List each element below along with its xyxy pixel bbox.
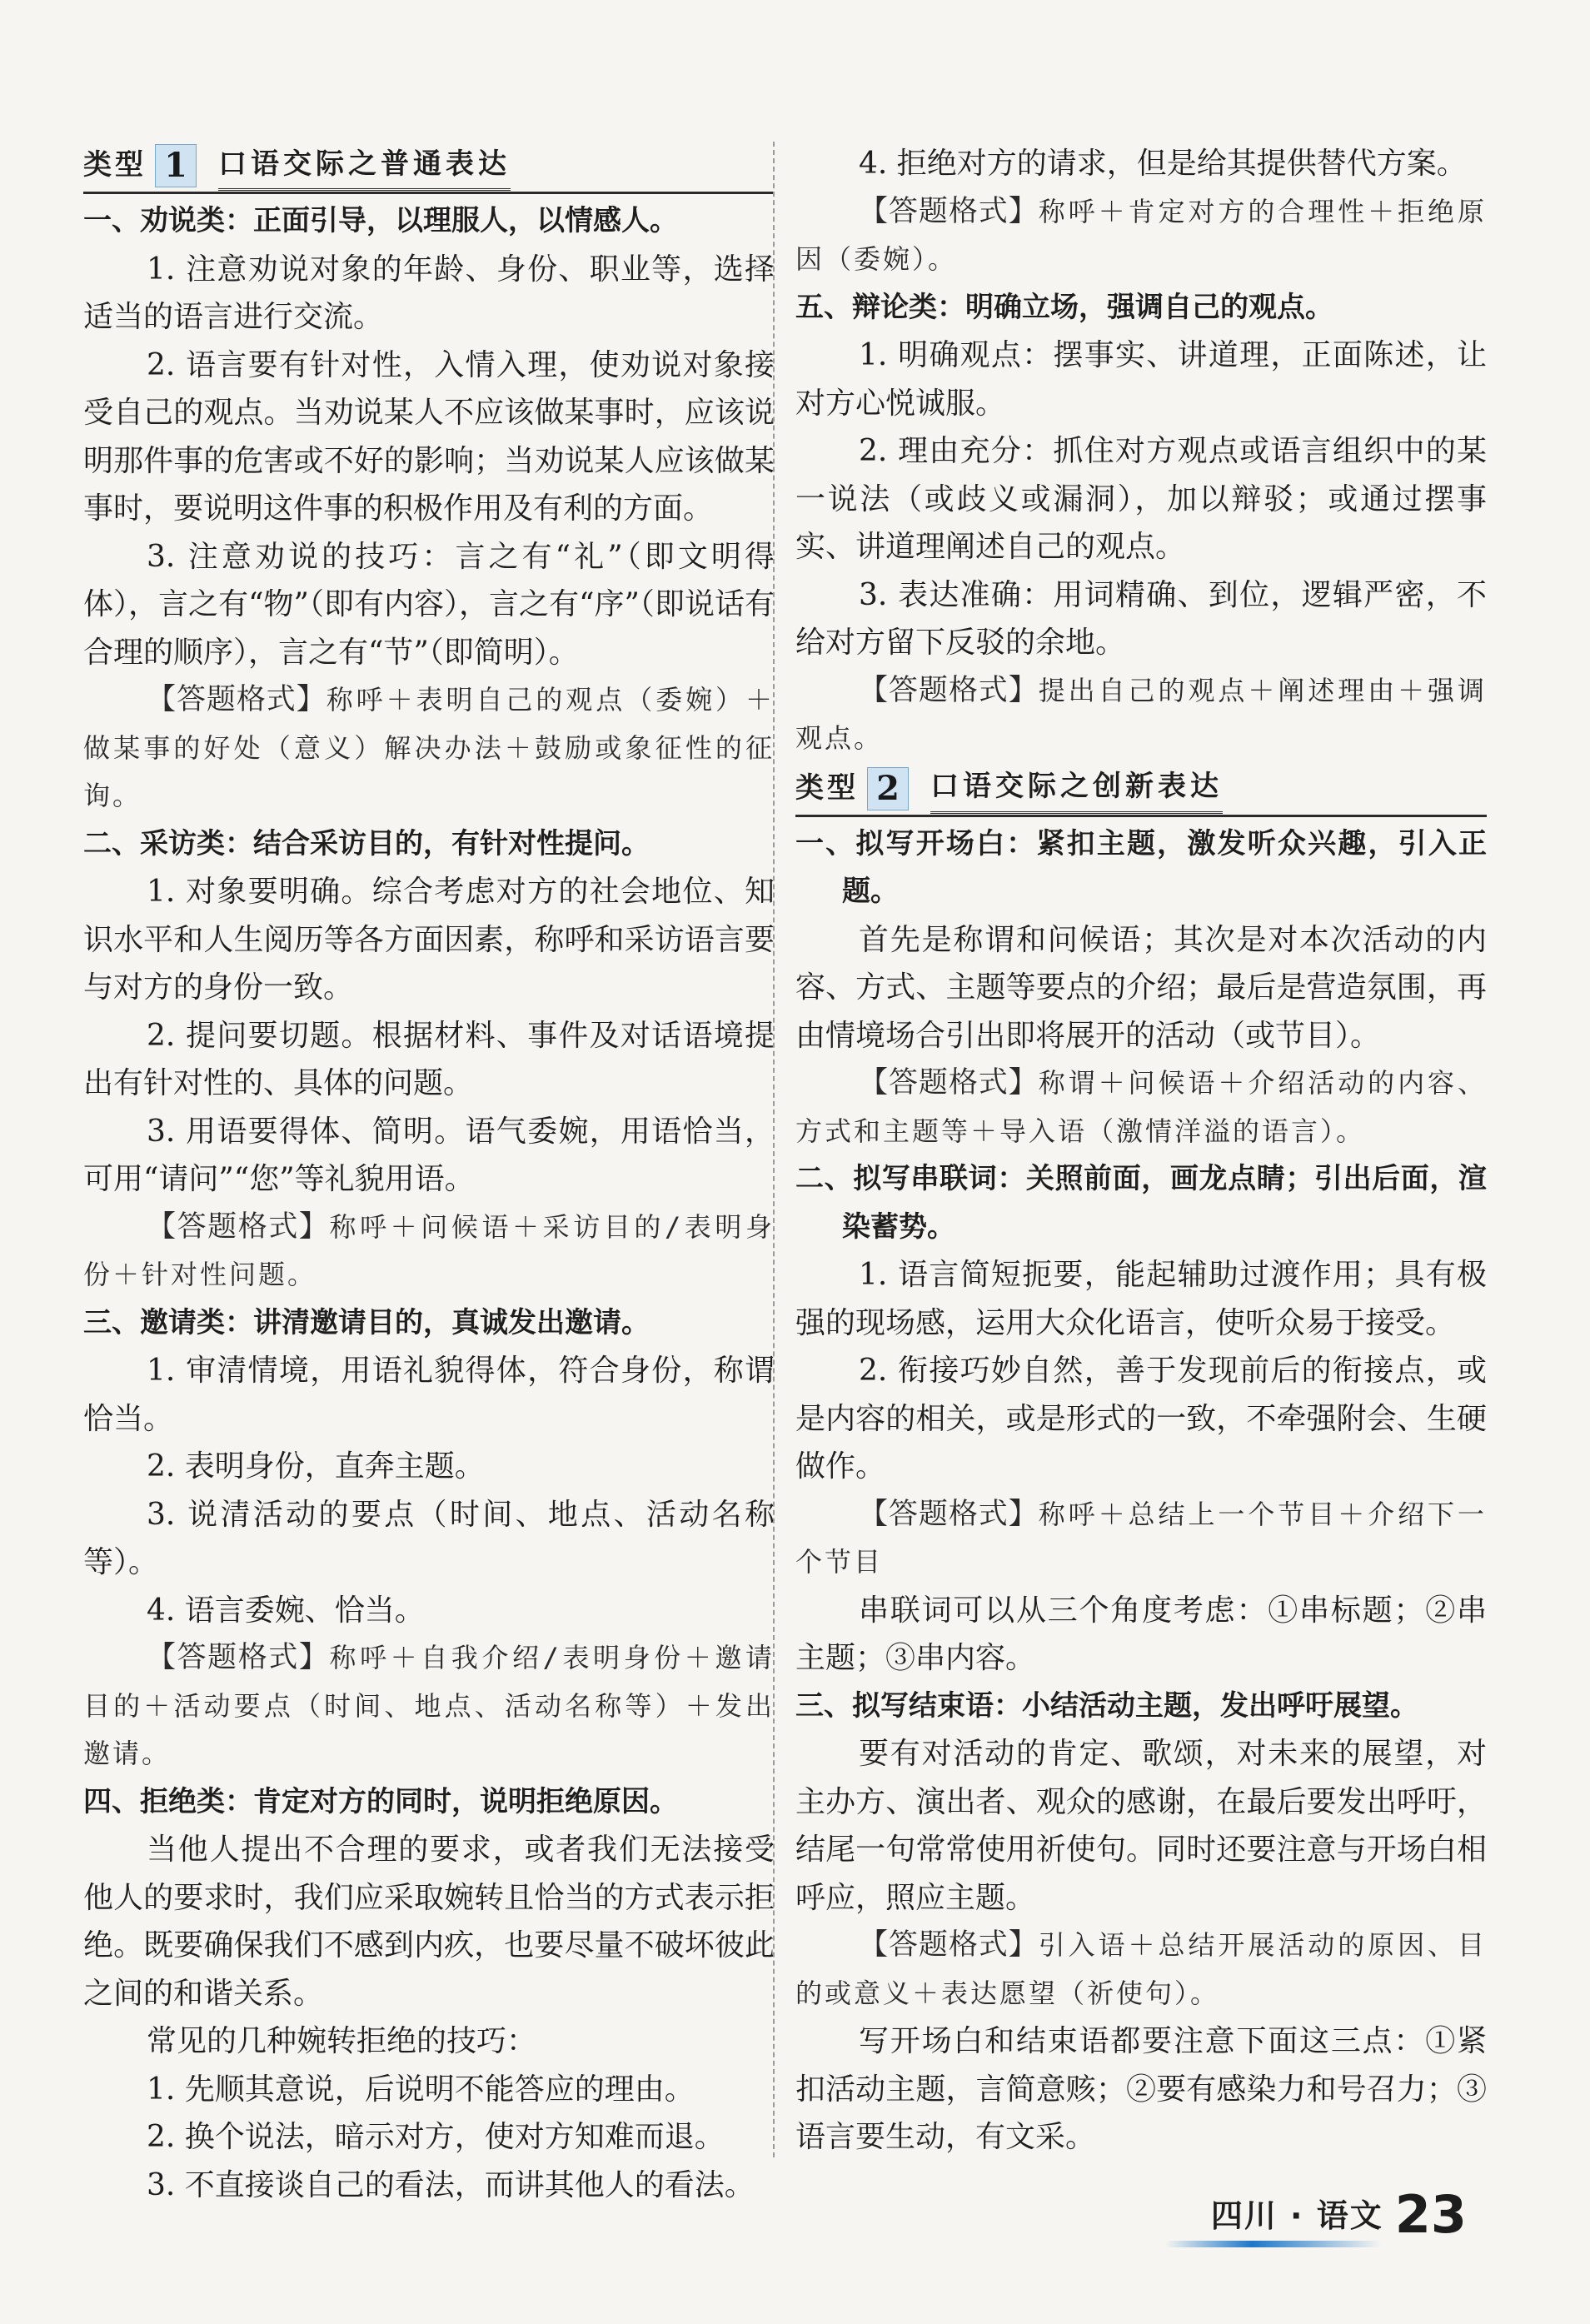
left-column xyxy=(83,140,775,2209)
page-number: 23 xyxy=(1394,2184,1467,2245)
section-heading: 一、劝说类：正面引导，以理服人，以情感人。 xyxy=(83,204,678,237)
paragraph: 2. 提问要切题。根据材料、事件及对话语境提出有针对性的、具体的问题。 xyxy=(83,1018,775,1100)
paragraph: 1. 明确观点：摆事实、讲道理，正面陈述，让对方心悦诚服。 xyxy=(795,338,1487,421)
answer-format-text: 称呼＋自我介绍/表明身份＋邀请目的＋活动要点（时间、地点、活动名称等）＋发出邀请。 xyxy=(83,1642,775,1769)
list-item: 1. 先顺其意说，后说明不能答应的理由。 xyxy=(147,2072,695,2107)
section-heading: 三、邀请类：讲清邀请目的，真诚发出邀请。 xyxy=(83,1305,650,1339)
answer-format-tag: 【答题格式】 xyxy=(859,673,1039,707)
answer-format-text: 称呼＋表明自己的观点（委婉）＋做某事的好处（意义）解决办法＋鼓励或象征性的征询。 xyxy=(83,684,775,811)
answer-format xyxy=(795,1060,1487,1155)
answer-format xyxy=(83,676,775,820)
answer-format-text: 提出自己的观点＋阐述理由＋强调观点。 xyxy=(795,674,1487,754)
paragraph: 当他人提出不合理的要求，或者我们无法接受他人的要求时，我们应采取婉转且恰当的方式表示拒绝。既要确保我们不感到内疚，也要尽量不破坏彼此之间的和谐关系。 xyxy=(83,1833,775,2011)
answer-format-text: 称呼＋肯定对方的合理性＋拒绝原因（委婉）。 xyxy=(795,195,1487,275)
type-label: 类型 xyxy=(795,771,859,805)
answer-format xyxy=(795,188,1487,284)
type-number-badge: 1 xyxy=(155,144,197,187)
paragraph: 1. 语言简短扼要，能起辅助过渡作用；具有极强的现场感，运用大众化语言，使听众易于接受。 xyxy=(795,1258,1487,1340)
answer-format-text: 引入语＋总结开展活动的原因、目的或意义＋表达愿望（祈使句）。 xyxy=(795,1929,1487,2009)
type-label: 类型 xyxy=(83,148,147,182)
paragraph: 2. 语言要有针对性，入情入理，使劝说对象接受自己的观点。当劝说某人不应该做某事时，应该说明那件事的危害或不好的影响；当劝说某人应该做某事时，要说明这件事的积极作用及有利的方面。 xyxy=(83,347,775,526)
answer-format-tag: 【答题格式】 xyxy=(859,1497,1039,1531)
paragraph: 串联词可以从三个角度考虑：①串标题；②串主题；③串内容。 xyxy=(795,1593,1487,1675)
paragraph: 要有对活动的肯定、歌颂，对未来的展望，对主办方、演出者、观众的感谢，在最后要发出呼吁，结尾一句常常使用祈使句。同时还要注意与开场白相呼应，照应主题。 xyxy=(795,1737,1487,1915)
answer-format-tag: 【答题格式】 xyxy=(859,194,1039,228)
paragraph: 首先是称谓和问候语；其次是对本次活动的内容、方式、主题等要点的介绍；最后是营造氛围，再由情境场合引出即将展开的活动（或节目）。 xyxy=(795,922,1487,1053)
list-item: 4. 拒绝对方的请求，但是给其提供替代方案。 xyxy=(859,147,1467,181)
type-title: 口语交际之普通表达 xyxy=(218,141,511,192)
paragraph: 3. 说清活动的要点（时间、地点、活动名称等）。 xyxy=(83,1497,775,1579)
section-heading: 三、拟写结束语：小结活动主题，发出呼吁展望。 xyxy=(795,1688,1418,1723)
answer-format xyxy=(795,667,1487,763)
answer-format xyxy=(83,1634,775,1778)
footer-swoosh-decoration xyxy=(1165,2241,1382,2247)
type-number-badge: 2 xyxy=(867,767,909,810)
paragraph: 1. 注意劝说对象的年龄、身份、职业等，选择适当的语言进行交流。 xyxy=(83,252,775,334)
paragraph: 3. 用语要得体、简明。语气委婉，用语恰当，可用“请问”“您”等礼貌用语。 xyxy=(83,1114,775,1196)
paragraph: 3. 表达准确：用词精确、到位，逻辑严密，不给对方留下反驳的余地。 xyxy=(795,577,1487,660)
paragraph: 3. 注意劝说的技巧：言之有“礼”（即文明得体），言之有“物”（即有内容），言之有“序”（即说话有合理的顺序），言之有“节”（即简明）。 xyxy=(83,539,775,670)
section-heading: 二、拟写串联词：关照前面，画龙点睛；引出后面，渲染蓄势。 xyxy=(795,1162,1487,1244)
paragraph: 1. 审清情境，用语礼貌得体，符合身份，称谓恰当。 xyxy=(83,1354,775,1436)
answer-format xyxy=(795,1922,1487,2017)
answer-format-tag: 【答题格式】 xyxy=(859,1066,1039,1100)
page-footer xyxy=(1210,2184,1467,2245)
answer-format-tag: 【答题格式】 xyxy=(147,1641,330,1674)
paragraph: 写开场白和结束语都要注意下面这三点：①紧扣活动主题，言简意赅；②要有感染力和号召力；③语言要生动，有文采。 xyxy=(795,2024,1487,2154)
type-1-header xyxy=(83,140,775,194)
answer-format xyxy=(795,1491,1487,1587)
section-heading: 二、采访类：结合采访目的，有针对性提问。 xyxy=(83,826,650,860)
answer-format xyxy=(83,1204,775,1299)
list-item: 2. 换个说法，暗示对方，使对方知难而退。 xyxy=(147,2120,725,2154)
paragraph: 1. 对象要明确。综合考虑对方的社会地位、知识水平和人生阅历等各方面因素，称呼和采访语言要与对方的身份一致。 xyxy=(83,875,775,1005)
section-heading: 四、拒绝类：肯定对方的同时，说明拒绝原因。 xyxy=(83,1784,678,1818)
answer-format-tag: 【答题格式】 xyxy=(147,683,326,716)
answer-format-text: 称呼＋问候语＋采访目的/表明身份＋针对性问题。 xyxy=(83,1210,775,1290)
paragraph: 2. 理由充分：抓住对方观点或语言组织中的某一说法（或歧义或漏洞），加以辩驳；或通过摆事实、讲道理阐述自己的观点。 xyxy=(795,434,1487,564)
answer-format-text: 称谓＋问候语＋介绍活动的内容、方式和主题等＋导入语（激情洋溢的语言）。 xyxy=(795,1067,1487,1147)
section-heading: 五、辩论类：明确立场，强调自己的观点。 xyxy=(795,290,1333,324)
answer-format-tag: 【答题格式】 xyxy=(859,1928,1039,1962)
list-item: 3. 不直接谈自己的看法，而讲其他人的看法。 xyxy=(147,2167,755,2202)
paragraph: 2. 衔接巧妙自然，善于发现前后的衔接点，或是内容的相关，或是形式的一致，不牵强附会、生硬做作。 xyxy=(795,1354,1487,1484)
column-divider xyxy=(773,142,775,2157)
right-column xyxy=(795,140,1487,2162)
type-2-header xyxy=(795,763,1487,817)
paragraph: 2. 表明身份，直奔主题。 xyxy=(147,1449,485,1484)
paragraph: 4. 语言委婉、恰当。 xyxy=(147,1593,425,1628)
paragraph: 常见的几种婉转拒绝的技巧： xyxy=(147,2024,537,2058)
type-title: 口语交际之创新表达 xyxy=(930,763,1223,814)
answer-format-text: 称呼＋总结上一个节目＋介绍下一个节目 xyxy=(795,1498,1487,1578)
answer-format-tag: 【答题格式】 xyxy=(147,1209,330,1244)
footer-region-subject: 四川 · 语文 xyxy=(1210,2197,1383,2234)
section-heading: 一、拟写开场白：紧扣主题，激发听众兴趣，引入正题。 xyxy=(795,826,1487,908)
